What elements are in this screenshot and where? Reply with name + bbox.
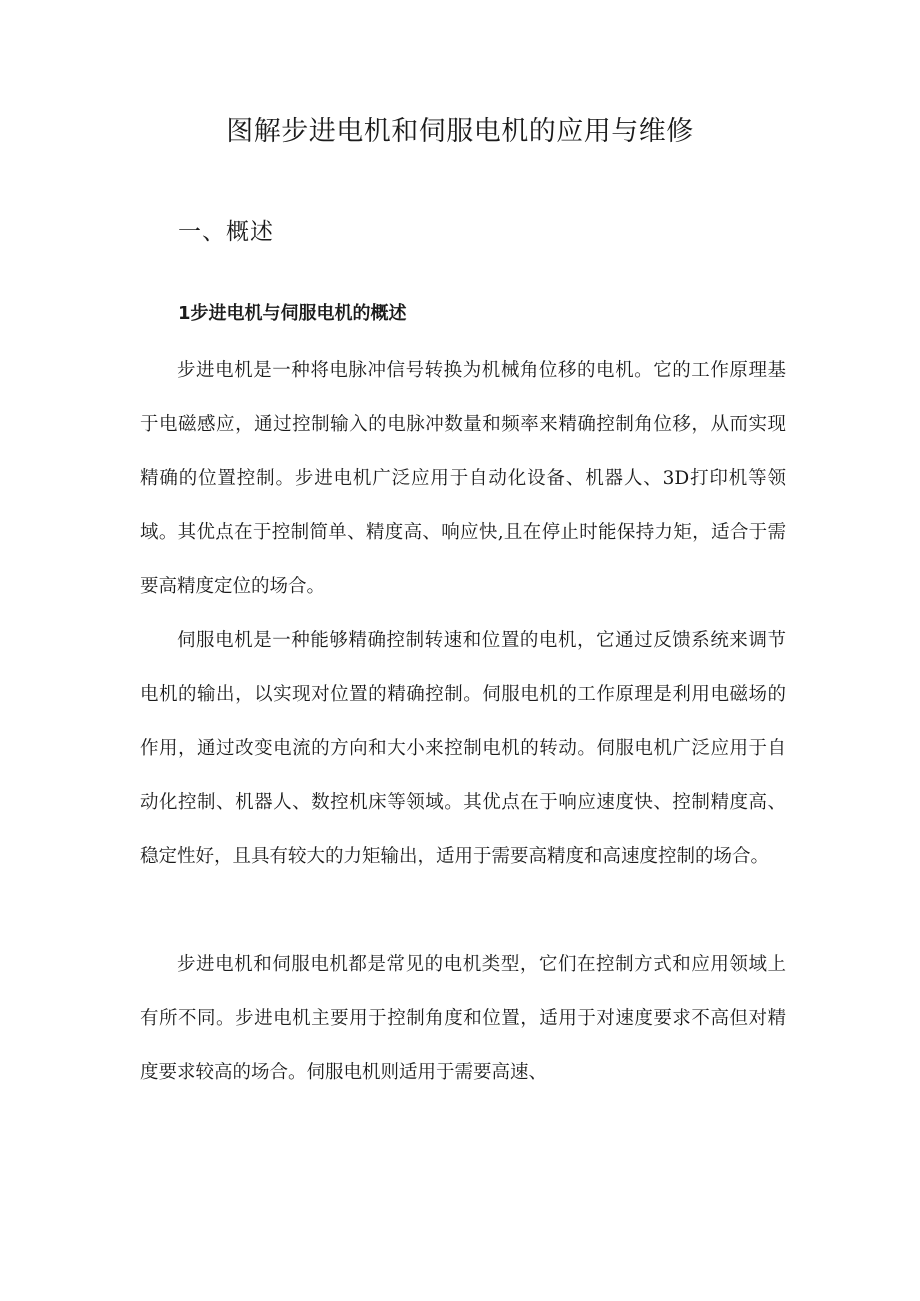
paragraph-servo-motor: 伺服电机是一种能够精确控制转速和位置的电机，它通过反馈系统来调节电机的输出，以实现对位置的精确控制。伺服电机的工作原理是利用电磁场的作用，通过改变电流的方向和大小来控制电机的转动。伺服电机广泛应用于自动化控制、机器人、数控机床等领域。其优点在于响应速度快、控制精度高、稳定性好，且具有较大的力矩输出，适用于需要高精度和高速度控制的场合。 — [140, 630, 786, 867]
document-title: 图解步进电机和伺服电机的应用与维修 — [226, 116, 694, 147]
paragraph-comparison: 步进电机和伺服电机都是常见的电机类型，它们在控制方式和应用领域上有所不同。步进电机主要用于控制角度和位置，适用于对速度要求不高但对精度要求较高的场合。伺服电机则适用于需要高速、 — [140, 954, 786, 1083]
paragraph-stepper-motor: 步进电机是一种将电脉冲信号转换为机械角位移的电机。它的工作原理基于电磁感应，通过控制输入的电脉冲数量和频率来精确控制角位移，从而实现精确的位置控制。步进电机广泛应用于自动化设备、机器人、3D打印机等领域。其优点在于控制简单、精度高、响应快,且在停止时能保持力矩，适合于需要高精度定位的场合。 — [140, 360, 786, 597]
section-heading: 一、概述 — [178, 219, 274, 245]
subsection-heading: 1步进电机与伺服电机的概述 — [178, 303, 407, 324]
